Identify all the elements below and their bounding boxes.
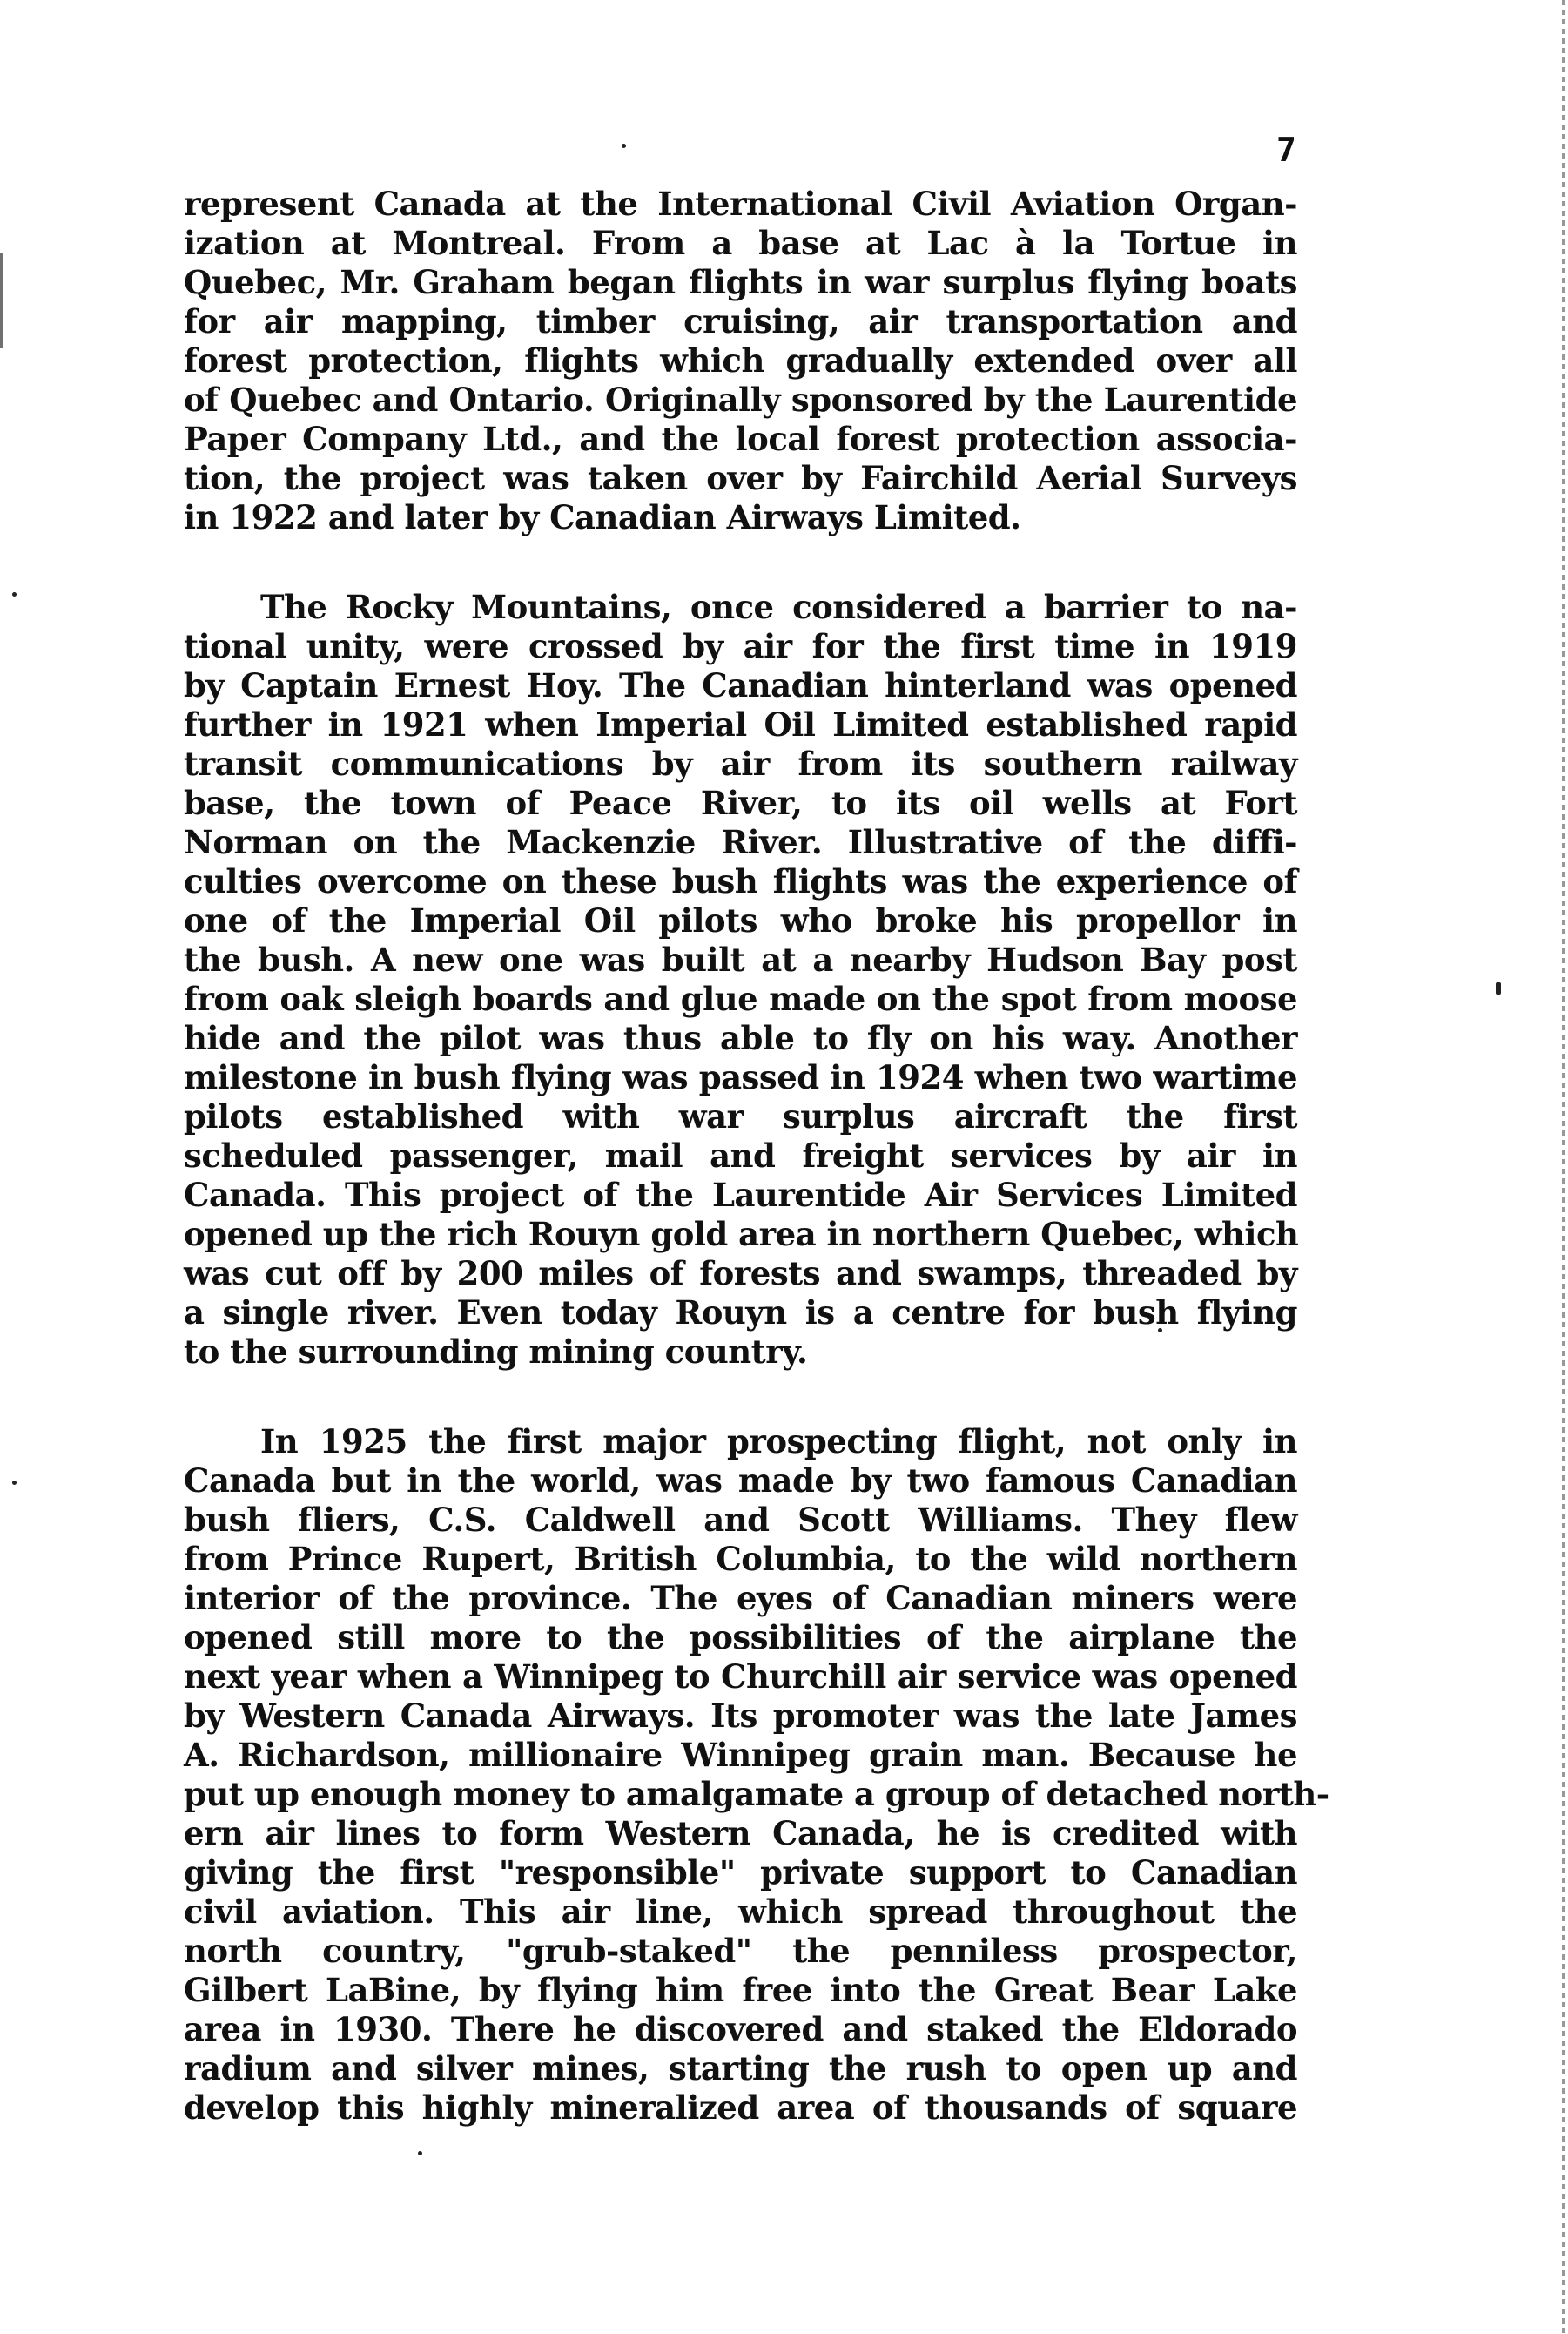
text-line: further in 1921 when Imperial Oil Limited established rapid — [184, 705, 1297, 744]
text-line: pilots established with war surplus aircraft the first — [184, 1097, 1297, 1136]
paragraph-3 — [184, 1422, 1329, 2128]
text-line: A. Richardson, millionaire Winnipeg grain man. Because he — [184, 1736, 1297, 1774]
text-line: was cut off by 200 miles of forests and swamps, threaded by — [184, 1254, 1297, 1292]
text-line: next year when a Winnipeg to Churchill air service was opened — [184, 1657, 1297, 1696]
text-line: by Western Canada Airways. Its promoter was the late James — [184, 1697, 1297, 1735]
text-line: from oak sleigh boards and glue made on the spot from moose — [184, 980, 1297, 1018]
text-line: in 1922 and later by Canadian Airways Limited. — [184, 498, 1021, 536]
text-line: giving the first "responsible" private support to Canadian — [184, 1853, 1297, 1892]
text-line: the bush. A new one was built at a nearby Hudson Bay post — [184, 941, 1297, 979]
text-line: scheduled passenger, mail and freight services by air in — [184, 1137, 1297, 1175]
text-line: tional unity, were crossed by air for the first time in 1919 — [184, 627, 1297, 665]
text-line: represent Canada at the International Civil Aviation Organ- — [184, 185, 1297, 223]
text-line: one of the Imperial Oil pilots who broke his propellor in — [184, 901, 1297, 940]
scan-left-edge-mark — [0, 253, 3, 348]
text-line: of Quebec and Ontario. Originally sponsored by the Laurentide — [184, 381, 1297, 419]
scan-right-edge-mark — [1562, 0, 1565, 2334]
text-line: The Rocky Mountains, once considered a barrier to na- — [260, 588, 1297, 626]
text-line: by Captain Ernest Hoy. The Canadian hinterland was opened — [184, 666, 1297, 705]
text-line: interior of the province. The eyes of Canadian miners were — [184, 1579, 1297, 1617]
text-line: north country, "grub-staked" the penniless prospector, — [184, 1932, 1297, 1970]
scan-speck — [1496, 982, 1501, 995]
text-line: forest protection, flights which gradually extended over all — [184, 341, 1297, 380]
text-line: Canada but in the world, was made by two famous Canadian — [184, 1461, 1297, 1500]
text-line: Gilbert LaBine, by flying him free into the Great Bear Lake — [184, 1971, 1297, 2009]
text-line: opened still more to the possibilities of the airplane the — [184, 1618, 1297, 1656]
text-line: for air mapping, timber cruising, air transportation and — [184, 302, 1297, 341]
text-line: In 1925 the first major prospecting flight, not only in — [260, 1422, 1297, 1460]
text-line: ization at Montreal. From a base at Lac à la Tortue in — [184, 224, 1297, 262]
page-number: 7 — [1276, 131, 1296, 169]
text-line: from Prince Rupert, British Columbia, to the wild northern — [184, 1540, 1297, 1578]
text-line: Norman on the Mackenzie River. Illustrative of the diffi- — [184, 823, 1297, 861]
text-line: ern air lines to form Western Canada, he is credited with — [184, 1814, 1297, 1852]
scan-speck — [418, 2151, 422, 2155]
text-line: civil aviation. This air line, which spread throughout the — [184, 1892, 1297, 1931]
text-line: culties overcome on these bush flights was the experience of — [184, 862, 1297, 901]
body-text — [184, 185, 1329, 2128]
scan-speck — [12, 592, 17, 597]
text-line: to the surrounding mining country. — [184, 1332, 808, 1371]
text-line: hide and the pilot was thus able to fly on his way. Another — [184, 1019, 1297, 1057]
text-line: bush fliers, C.S. Caldwell and Scott Williams. They flew — [184, 1501, 1297, 1539]
text-line: area in 1930. There he discovered and staked the Eldorado — [184, 2010, 1297, 2048]
text-line: Canada. This project of the Laurentide Air Services Limited — [184, 1176, 1297, 1214]
paragraph-1 — [184, 185, 1297, 537]
text-line: develop this highly mineralized area of thousands of square — [184, 2088, 1297, 2127]
text-line: radium and silver mines, starting the rush to open up and — [184, 2049, 1297, 2088]
scan-speck — [12, 1481, 17, 1485]
scan-speck — [622, 144, 626, 148]
text-line: milestone in bush flying was passed in 1924 when two wartime — [184, 1058, 1297, 1096]
text-line: a single river. Even today Rouyn is a centre for bush flying — [184, 1293, 1297, 1332]
text-line: base, the town of Peace River, to its oil wells at Fort — [184, 784, 1297, 822]
text-line: opened up the rich Rouyn gold area in northern Quebec, which — [184, 1215, 1299, 1253]
text-line: Paper Company Ltd., and the local forest protection associa- — [184, 420, 1297, 458]
text-line: Quebec, Mr. Graham began flights in war surplus flying boats — [184, 263, 1297, 301]
paragraph-2 — [184, 588, 1297, 1372]
text-line: transit communications by air from its southern railway — [184, 745, 1297, 783]
text-line: put up enough money to amalgamate a group of detached north- — [184, 1775, 1329, 1813]
text-line: tion, the project was taken over by Fairchild Aerial Surveys — [184, 459, 1297, 497]
